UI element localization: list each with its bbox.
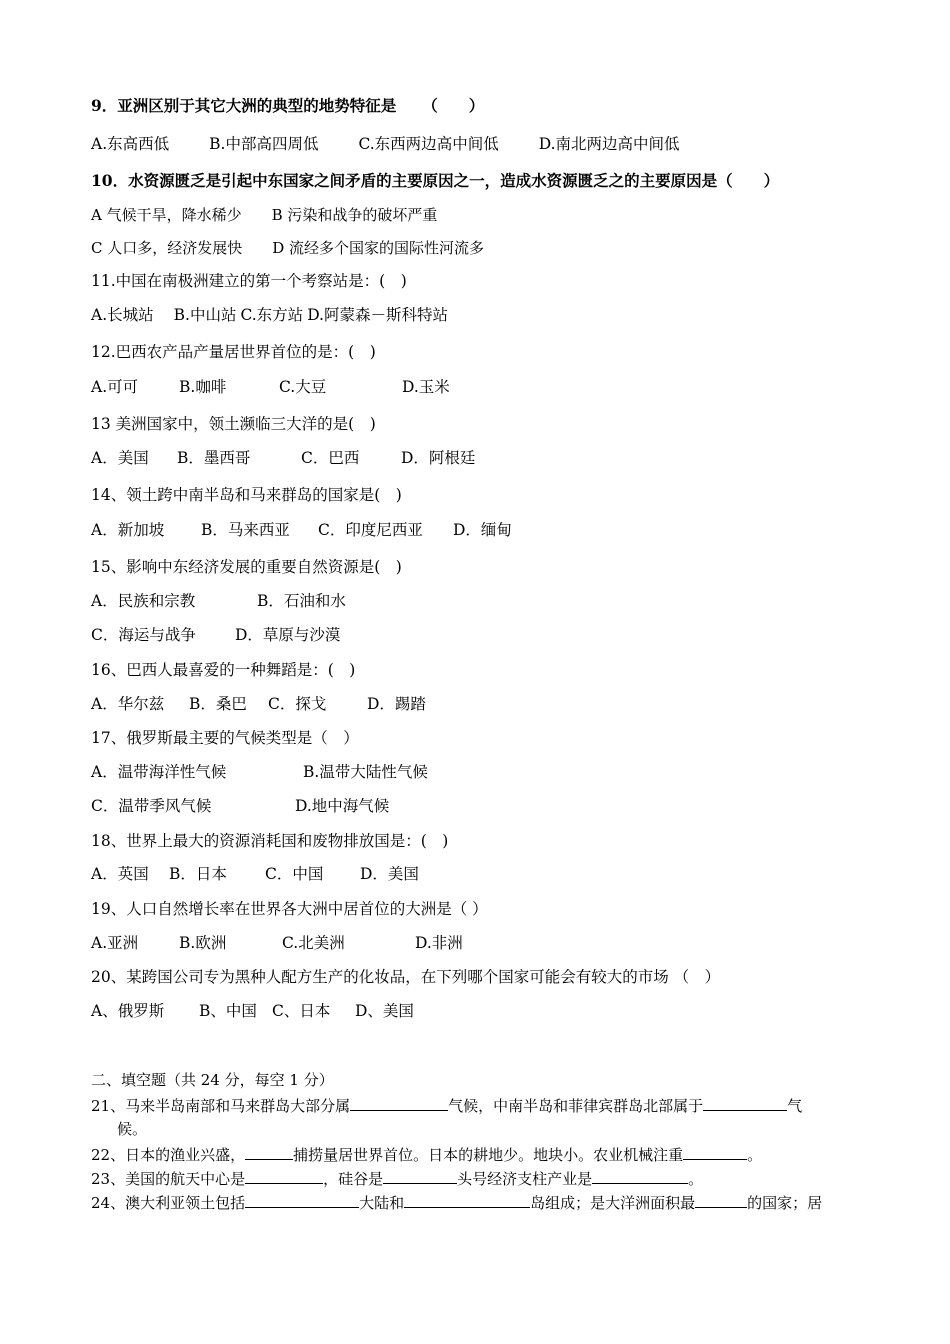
option-c: C 人口多，经济发展快 — [91, 239, 243, 257]
question-9-stem — [91, 96, 484, 116]
option-a: A.长城站 — [91, 306, 154, 324]
question-21-line2: 候。 — [117, 1120, 148, 1138]
option-d: D．草原与沙漠 — [235, 626, 341, 644]
question-19-stem: 19、人口自然增长率在世界各大洲中居首位的大洲是（ ） — [91, 900, 488, 918]
answer-blank — [683, 1144, 747, 1160]
option-c: C．中国 — [265, 865, 324, 883]
answer-blank — [404, 1192, 530, 1208]
question-22 — [91, 1144, 762, 1165]
question-23-part2: ，硅谷是 — [323, 1170, 384, 1188]
question-22-part2: 捕捞量居世界首位。日本的耕地少。地块小。农业机械注重 — [293, 1146, 684, 1164]
option-b: B 污染和战争的破坏严重 — [271, 206, 438, 224]
question-15-stem: 15、影响中东经济发展的重要自然资源是( ) — [91, 558, 402, 576]
option-d: D．美国 — [360, 865, 419, 883]
option-c: C．印度尼西亚 — [318, 521, 423, 539]
question-23-part3: 头号经济支柱产业是 — [457, 1170, 593, 1188]
option-b: B.咖啡 — [179, 378, 227, 396]
option-a: A．美国 — [91, 449, 149, 467]
option-a: A．新加坡 — [91, 521, 165, 539]
option-d: D.非洲 — [415, 934, 463, 952]
option-d: D.阿蒙森－斯科特站 — [307, 306, 448, 324]
answer-blank — [383, 1168, 457, 1184]
option-d: D、美国 — [355, 1002, 414, 1020]
answer-blank — [592, 1168, 688, 1184]
option-b: B．墨西哥 — [177, 449, 251, 467]
question-21-part3: 气 — [787, 1097, 803, 1115]
question-9-text: 9．亚洲区别于其它大洲的典型的地势特征是 — [91, 96, 397, 115]
question-14-stem: 14、领土跨中南半岛和马来群岛的国家是( ) — [91, 486, 402, 504]
option-d: D 流经多个国家的国际性河流多 — [272, 239, 485, 257]
option-c: C.东西两边高中间低 — [358, 135, 499, 153]
option-d: D.地中海气候 — [295, 797, 390, 815]
option-a: A．温带海洋性气候 — [91, 763, 227, 781]
question-21-part2: 气候，中南半岛和菲律宾群岛北部属于 — [448, 1097, 704, 1115]
option-c: C.北美洲 — [282, 934, 345, 952]
option-a: A.亚洲 — [91, 934, 139, 952]
option-b: B.中山站 — [173, 306, 237, 324]
answer-blank — [695, 1192, 747, 1208]
option-b: B．石油和水 — [257, 592, 346, 610]
question-21-line1 — [91, 1095, 802, 1116]
option-b: B.中部高四周低 — [209, 135, 319, 153]
question-24-part2: 大陆和 — [359, 1194, 405, 1212]
question-20-stem: 20、某跨国公司专为黑种人配方生产的化妆品，在下列哪个国家可能会有较大的市场 （ ） — [91, 968, 721, 986]
option-c: C.大豆 — [279, 378, 327, 396]
answer-blank — [350, 1095, 448, 1111]
option-c: C．巴西 — [301, 449, 360, 467]
option-b: B．桑巴 — [189, 695, 247, 713]
option-a: A.可可 — [91, 378, 139, 396]
question-17-stem: 17、俄罗斯最主要的气候类型是（ ） — [91, 729, 359, 747]
option-d: D.玉米 — [402, 378, 450, 396]
option-d: D．阿根廷 — [401, 449, 476, 467]
option-c: C.东方站 — [240, 306, 304, 324]
answer-blank — [245, 1144, 293, 1160]
question-23-part1: 23、美国的航天中心是 — [91, 1170, 246, 1188]
section-2-title: 二、填空题（共 24 分，每空 1 分） — [91, 1071, 334, 1089]
question-10-options-row2 — [91, 238, 484, 258]
answer-blank — [245, 1168, 323, 1184]
question-9-paren: （ ） — [422, 96, 485, 115]
question-16-stem: 16、巴西人最喜爱的一种舞蹈是：( ) — [91, 661, 356, 679]
option-a: A．民族和宗教 — [91, 592, 196, 610]
question-11-options — [91, 305, 448, 325]
option-b: B.欧洲 — [179, 934, 227, 952]
question-12-stem: 12.巴西农产品产量居世界首位的是：( ) — [91, 343, 376, 361]
question-22-part1: 22、日本的渔业兴盛， — [91, 1146, 246, 1164]
answer-blank — [245, 1192, 359, 1208]
question-24 — [91, 1192, 822, 1213]
question-9-options — [91, 134, 680, 154]
option-a: A.东高西低 — [91, 135, 170, 153]
option-a: A．英国 — [91, 865, 149, 883]
question-24-part3: 岛组成；是大洋洲面积最 — [530, 1194, 696, 1212]
option-a: A、俄罗斯 — [91, 1002, 165, 1020]
question-18-stem: 18、世界上最大的资源消耗国和废物排放国是：( ) — [91, 832, 449, 850]
question-22-part3: 。 — [747, 1146, 763, 1164]
option-c: C．温带季风气候 — [91, 797, 212, 815]
question-24-part4: 的国家；居 — [747, 1194, 823, 1212]
question-10-stem: 10．水资源匮乏是引起中东国家之间矛盾的主要原因之一，造成水资源匮乏之的主要原因是（ ） — [91, 171, 780, 190]
question-10-options-row1 — [91, 205, 437, 225]
question-13-stem: 13 美洲国家中，领土濒临三大洋的是( ) — [91, 415, 376, 433]
option-c: C．海运与战争 — [91, 626, 196, 644]
question-21-part1: 21、马来半岛南部和马来群岛大部分属 — [91, 1097, 351, 1115]
option-a: A．华尔兹 — [91, 695, 165, 713]
question-24-part1: 24、澳大利亚领土包括 — [91, 1194, 246, 1212]
option-a: A 气候干旱，降水稀少 — [91, 206, 242, 224]
option-d: D.南北两边高中间低 — [538, 135, 680, 153]
option-c: C、日本 — [272, 1002, 331, 1020]
option-b: B.温带大陆性气候 — [303, 763, 428, 781]
answer-blank — [703, 1095, 787, 1111]
question-23-part4: 。 — [688, 1170, 704, 1188]
option-d: D．缅甸 — [453, 521, 512, 539]
option-c: C．探戈 — [268, 695, 327, 713]
question-11-stem: 11.中国在南极洲建立的第一个考察站是：( ) — [91, 272, 407, 290]
option-b: B．日本 — [169, 865, 227, 883]
question-23 — [91, 1168, 703, 1189]
option-b: B．马来西亚 — [201, 521, 290, 539]
option-b: B、中国 — [199, 1002, 257, 1020]
option-d: D．踢踏 — [367, 695, 426, 713]
